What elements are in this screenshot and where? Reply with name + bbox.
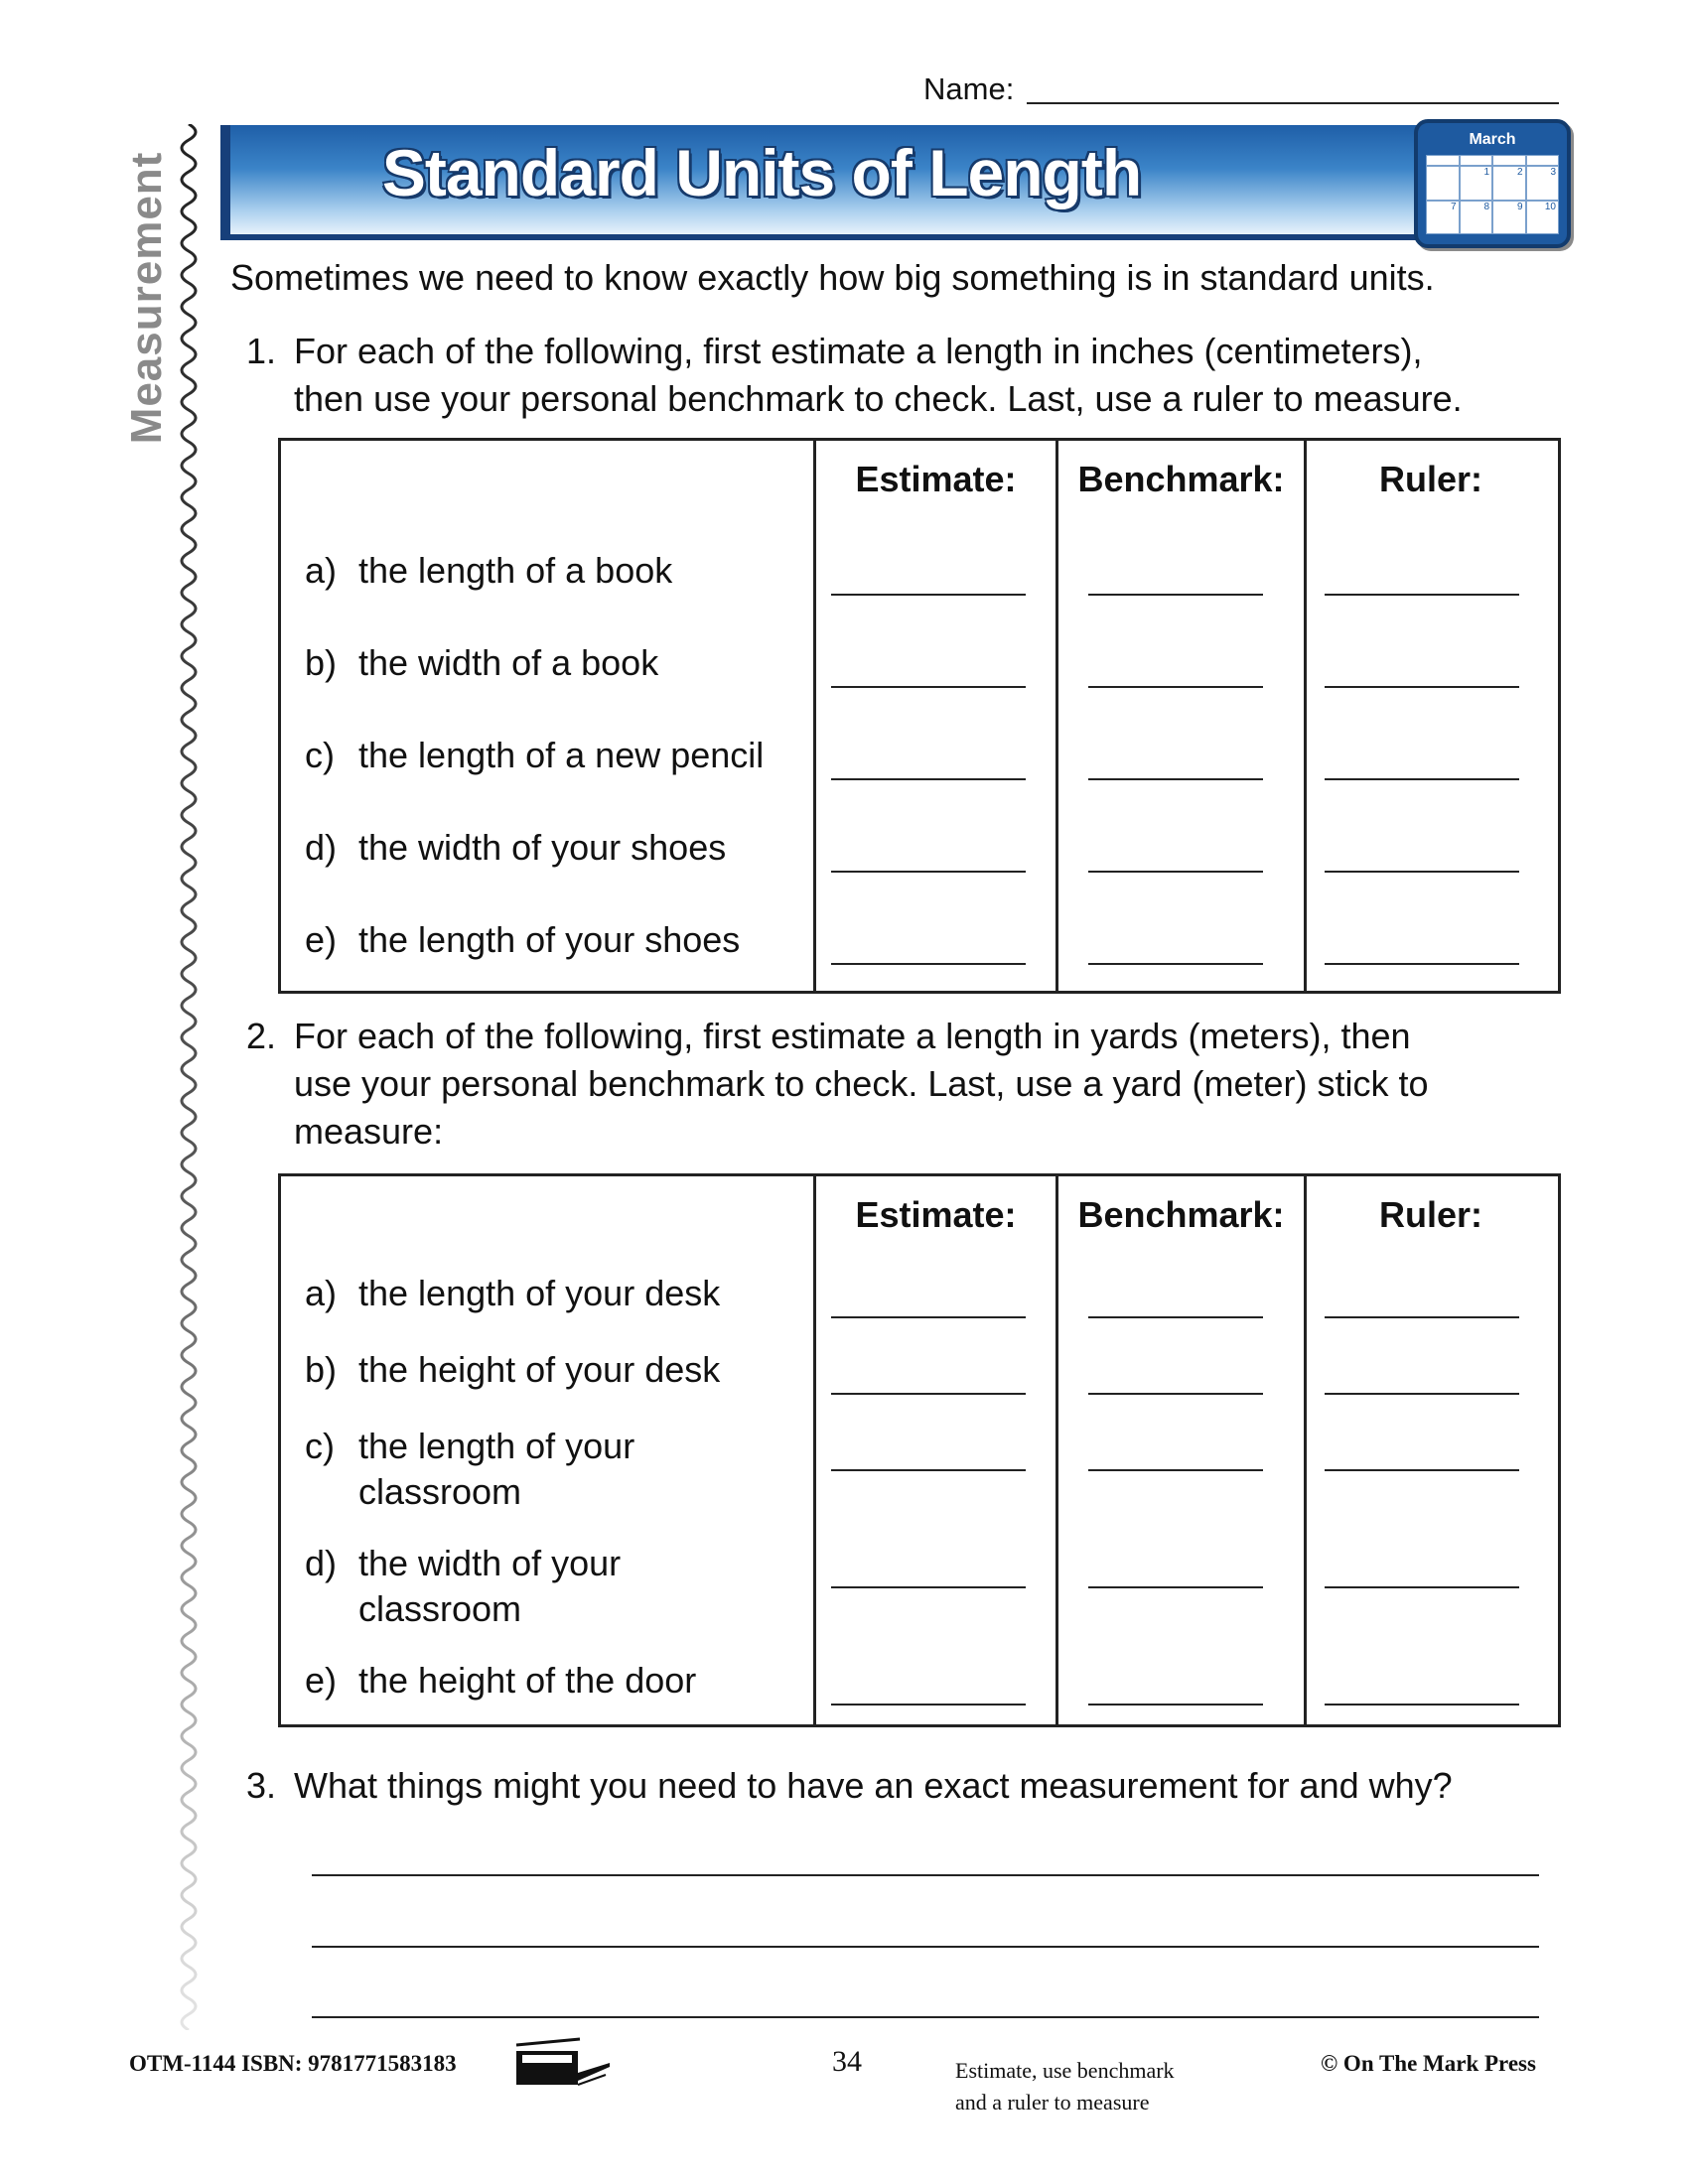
calendar-month: March — [1469, 131, 1516, 148]
ruler-blank[interactable] — [1325, 1393, 1519, 1395]
row-text: the height of your desk — [358, 1349, 721, 1390]
question-2-line-2: use your personal benchmark to check. Last, use a yard (meter) stick to — [294, 1063, 1429, 1104]
ruler-blank[interactable] — [1325, 1469, 1519, 1471]
row-text: the height of the door — [358, 1660, 697, 1701]
measurement-table-1 — [278, 438, 1561, 994]
side-title-text: Measurement — [122, 151, 171, 445]
calendar-icon — [1414, 119, 1571, 248]
publisher-credit: © On The Mark Press — [1321, 2051, 1536, 2076]
answer-line[interactable] — [312, 1874, 1539, 1876]
footer-description-line-2: and a ruler to measure — [955, 2090, 1150, 2115]
column-divider — [813, 441, 816, 991]
calendar-day-header — [1526, 155, 1560, 166]
row-letter: d) — [305, 1543, 338, 1583]
calendar-day-header — [1426, 155, 1460, 166]
estimate-blank[interactable] — [831, 1469, 1026, 1471]
row-letter: e) — [305, 919, 338, 960]
question-2-line-3: measure: — [294, 1111, 444, 1152]
row-letter: e) — [305, 1660, 338, 1701]
answer-line[interactable] — [312, 1946, 1539, 1948]
estimate-blank[interactable] — [831, 1316, 1026, 1318]
question-2-line-1: For each of the following, first estimate a length in yards (meters), then — [294, 1016, 1411, 1056]
ruler-blank[interactable] — [1325, 1586, 1519, 1588]
estimate-blank[interactable] — [831, 1704, 1026, 1706]
benchmark-blank[interactable] — [1088, 1469, 1263, 1471]
ruler-blank[interactable] — [1325, 1704, 1519, 1706]
calendar-cell: 9 — [1492, 201, 1526, 234]
estimate-blank[interactable] — [831, 778, 1026, 780]
column-header-estimate: Estimate: — [855, 1194, 1017, 1235]
ruler-blank[interactable] — [1325, 778, 1519, 780]
question-1-line-2: then use your personal benchmark to check. Last, use a ruler to measure. — [294, 378, 1463, 419]
column-divider — [1055, 441, 1058, 991]
title-banner — [220, 125, 1442, 240]
column-divider — [813, 1176, 816, 1724]
calendar-grid — [1426, 155, 1559, 234]
row-text: the length of your — [358, 1426, 635, 1466]
question-3-text: What things might you need to have an exact measurement for and why? — [294, 1765, 1453, 1806]
column-header-estimate: Estimate: — [855, 459, 1017, 499]
question-1 — [246, 328, 1577, 427]
benchmark-blank[interactable] — [1088, 686, 1263, 688]
row-text-continued: classroom — [358, 1588, 522, 1629]
question-2 — [246, 1013, 1577, 1161]
ruler-blank[interactable] — [1325, 963, 1519, 965]
name-field[interactable] — [923, 71, 1559, 111]
row-text: the length of your desk — [358, 1273, 721, 1313]
column-header-ruler: Ruler: — [1378, 1194, 1482, 1235]
question-3-number: 3. — [246, 1765, 277, 1806]
benchmark-blank[interactable] — [1088, 778, 1263, 780]
benchmark-blank[interactable] — [1088, 1586, 1263, 1588]
column-divider — [1304, 441, 1307, 991]
row-text: the length of your shoes — [358, 919, 741, 960]
ruler-blank[interactable] — [1325, 1316, 1519, 1318]
row-letter: b) — [305, 1349, 338, 1390]
column-header-ruler: Ruler: — [1378, 459, 1482, 499]
ruler-blank[interactable] — [1325, 871, 1519, 873]
photocopier-icon — [514, 2037, 614, 2091]
benchmark-blank[interactable] — [1088, 594, 1263, 596]
calendar-cell — [1426, 166, 1460, 200]
question-1-line-1: For each of the following, first estimate a length in inches (centimeters), — [294, 331, 1423, 371]
estimate-blank[interactable] — [831, 686, 1026, 688]
benchmark-blank[interactable] — [1088, 1393, 1263, 1395]
row-text: the length of a book — [358, 550, 673, 591]
calendar-cell: 3 — [1526, 166, 1560, 200]
side-tab-title — [117, 139, 177, 457]
row-text-continued: classroom — [358, 1471, 522, 1512]
row-letter: a) — [305, 550, 338, 591]
row-text: the width of a book — [358, 642, 659, 683]
row-letter: d) — [305, 827, 338, 868]
intro-text: Sometimes we need to know exactly how big something is in standard units. — [230, 257, 1435, 298]
footer-description — [955, 2055, 1233, 2118]
question-1-number: 1. — [246, 331, 277, 371]
question-2-number: 2. — [246, 1016, 277, 1056]
name-line[interactable] — [1027, 102, 1559, 104]
column-divider — [1304, 1176, 1307, 1724]
calendar-cell: 2 — [1492, 166, 1526, 200]
page-title: Standard Units of Length — [381, 136, 1142, 209]
question-3 — [246, 1762, 1577, 1812]
footer-description-line-1: Estimate, use benchmark — [955, 2058, 1175, 2083]
benchmark-blank[interactable] — [1088, 871, 1263, 873]
answer-line[interactable] — [312, 2016, 1539, 2018]
calendar-day-header — [1492, 155, 1526, 166]
column-header-benchmark: Benchmark: — [1077, 1194, 1285, 1235]
row-letter: b) — [305, 642, 338, 683]
footer-code: OTM-1144 ISBN: 9781771583183 — [129, 2051, 457, 2076]
name-label: Name: — [923, 71, 1015, 106]
row-letter: c) — [305, 1426, 335, 1466]
row-letter: c) — [305, 735, 335, 775]
row-letter: a) — [305, 1273, 338, 1313]
column-header-benchmark: Benchmark: — [1077, 459, 1285, 499]
column-divider — [1055, 1176, 1058, 1724]
row-text: the width of your — [358, 1543, 622, 1583]
calendar-cell: 1 — [1460, 166, 1493, 200]
row-text: the length of a new pencil — [358, 735, 765, 775]
estimate-blank[interactable] — [831, 594, 1026, 596]
estimate-blank[interactable] — [831, 1586, 1026, 1588]
calendar-day-header — [1460, 155, 1493, 166]
benchmark-blank[interactable] — [1088, 1704, 1263, 1706]
measurement-table-2 — [278, 1173, 1561, 1727]
calendar-cell: 7 — [1426, 201, 1460, 234]
benchmark-blank[interactable] — [1088, 963, 1263, 965]
wavy-border-decoration — [169, 124, 209, 2030]
estimate-blank[interactable] — [831, 1393, 1026, 1395]
calendar-cell: 8 — [1460, 201, 1493, 234]
ruler-blank[interactable] — [1325, 594, 1519, 596]
ruler-blank[interactable] — [1325, 686, 1519, 688]
calendar-cell: 10 — [1526, 201, 1560, 234]
estimate-blank[interactable] — [831, 871, 1026, 873]
estimate-blank[interactable] — [831, 963, 1026, 965]
benchmark-blank[interactable] — [1088, 1316, 1263, 1318]
row-text: the width of your shoes — [358, 827, 727, 868]
page-number: 34 — [832, 2045, 862, 2078]
